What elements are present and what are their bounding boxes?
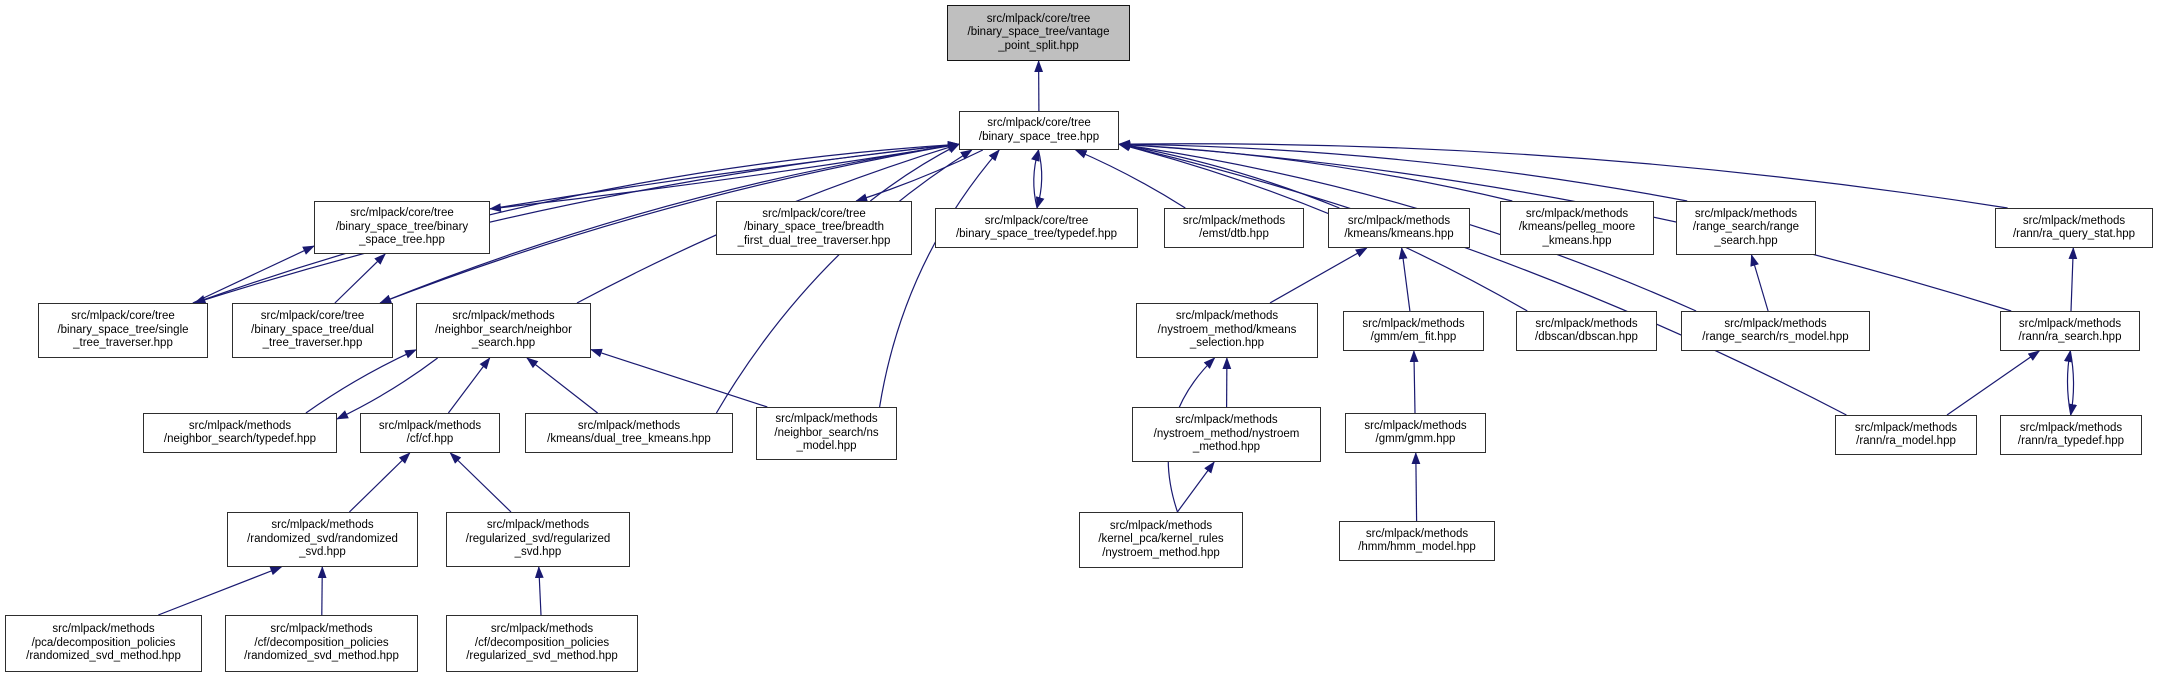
node-cf[interactable] — [360, 413, 500, 453]
node-kpca-nystroem[interactable] — [1079, 512, 1243, 568]
edge-gmm-to-em-fit — [1414, 351, 1415, 413]
node-label-line: /emst/dtb.hpp — [1199, 228, 1269, 240]
node-label-line: /rann/ra_query_stat.hpp — [2012, 228, 2136, 240]
node-label-line: _search.hpp — [1714, 234, 1778, 247]
node-label-line: src/mlpack/methods — [1182, 214, 1286, 227]
node-label-line: /binary_space_tree/breadth — [743, 221, 884, 234]
edge-ra-typedef-to-ra-search — [2067, 351, 2070, 415]
node-label-line: /kmeans/kmeans.hpp — [1344, 228, 1454, 240]
node-single[interactable] — [38, 303, 208, 358]
edge-ra-search-to-ra-typedef — [2070, 351, 2073, 415]
edge-kpca-nystroem-to-nystroem — [1177, 462, 1214, 512]
edge-dual-to-bst-bst — [335, 254, 385, 303]
node-em-fit[interactable] — [1343, 311, 1484, 351]
node-label-line: /binary_space_tree/vantage — [967, 26, 1110, 39]
edge-pca-rand-to-rand-svd — [158, 567, 281, 615]
node-label-line: _method.hpp — [1192, 441, 1261, 454]
node-neighbor[interactable] — [416, 303, 591, 358]
node-label-line: src/mlpack/core/tree — [762, 207, 866, 220]
node-dbscan[interactable] — [1516, 311, 1657, 351]
edge-kmeans-to-bst — [1119, 144, 1339, 208]
node-label-line: src/mlpack/core/tree — [260, 310, 365, 323]
node-label-line: /cf/cf.hpp — [406, 433, 454, 445]
node-label-line: src/mlpack/methods — [1347, 214, 1451, 227]
node-kmeans[interactable] — [1328, 208, 1470, 248]
node-label-line: src/mlpack/methods — [270, 623, 373, 636]
node-label-line: src/mlpack/methods — [2019, 421, 2123, 434]
node-label-line: _selection.hpp — [1189, 337, 1265, 350]
node-hmm-model[interactable] — [1339, 521, 1495, 561]
node-bst[interactable] — [959, 111, 1119, 150]
node-label-line: src/mlpack/methods — [1175, 310, 1279, 323]
node-label-line: src/mlpack/methods — [1854, 421, 1958, 434]
node-label-line: /rann/ra_typedef.hpp — [2017, 435, 2125, 447]
node-label-line: src/mlpack/methods — [775, 413, 878, 426]
node-label-line: src/mlpack/methods — [52, 623, 155, 636]
node-label-line: src/mlpack/methods — [2022, 214, 2126, 227]
node-ns-typedef[interactable] — [143, 413, 337, 453]
node-ns-model[interactable] — [756, 407, 897, 460]
node-label-line: /binary_space_tree/typedef.hpp — [955, 228, 1118, 240]
node-ra-model[interactable] — [1835, 415, 1977, 455]
node-dt-kmeans[interactable] — [525, 413, 733, 453]
node-label-line: /hmm/hmm_model.hpp — [1358, 541, 1476, 553]
node-pelleg[interactable] — [1500, 201, 1654, 255]
node-label-line: /range_search/range — [1692, 221, 1800, 234]
edge-cf-reg-to-reg-svd — [539, 567, 541, 615]
node-label-line: _svd.hpp — [299, 546, 346, 559]
edge-dt-kmeans-to-neighbor — [527, 358, 598, 413]
node-label-line: src/mlpack/methods — [1362, 317, 1465, 330]
node-label-line: src/mlpack/methods — [1109, 519, 1213, 532]
node-pca-rand[interactable] — [5, 615, 202, 672]
node-label-line: src/mlpack/methods — [378, 419, 482, 432]
node-label-line: _kmeans.hpp — [1542, 234, 1612, 247]
node-label-line: /nystroem_method/nystroem — [1153, 427, 1300, 440]
edge-dtb-to-bst — [1076, 150, 1186, 208]
node-cf-reg[interactable] — [446, 615, 638, 672]
node-dual[interactable] — [232, 303, 393, 358]
node-label-line: src/mlpack/methods — [486, 519, 590, 532]
node-nystroem[interactable] — [1132, 407, 1321, 462]
node-label-line: src/mlpack/methods — [452, 310, 555, 323]
edge-neighbor-to-ns-typedef — [337, 358, 438, 419]
node-label-line: src/mlpack/core/tree — [71, 310, 175, 323]
node-label-line: src/mlpack/methods — [490, 623, 594, 636]
node-label-line: /pca/decomposition_policies — [31, 636, 176, 649]
node-label-line: /kmeans/pelleg_moore — [1518, 221, 1636, 234]
node-gmm[interactable] — [1345, 413, 1486, 453]
node-label-line: /gmm/em_fit.hpp — [1370, 331, 1457, 343]
node-label-line: /binary_space_tree/binary — [335, 220, 469, 233]
node-breadth[interactable] — [716, 201, 912, 255]
node-label-line: src/mlpack/core/tree — [984, 214, 1089, 227]
edge-ns-typedef-to-neighbor — [306, 350, 416, 413]
node-label-line: /rann/ra_model.hpp — [1856, 435, 1956, 447]
node-label-line: src/mlpack/methods — [1365, 527, 1469, 540]
node-label-line: /regularized_svd/regularized — [465, 532, 611, 545]
node-label-line: _model.hpp — [796, 440, 857, 453]
node-label-line: /randomized_svd/randomized — [247, 532, 398, 545]
node-label-line: /binary_space_tree/dual — [251, 323, 374, 336]
edge-cf-rand-to-rand-svd — [322, 567, 323, 615]
node-label-line: src/mlpack/methods — [1694, 207, 1798, 220]
node-label-line: src/mlpack/methods — [271, 519, 374, 532]
node-label-line: _tree_traverser.hpp — [73, 337, 173, 350]
node-label-line: /randomized_svd_method.hpp — [244, 650, 399, 663]
node-bst-bst[interactable] — [314, 201, 490, 254]
node-label-line: src/mlpack/core/tree — [987, 117, 1091, 130]
edge-reg-svd-to-cf — [450, 453, 511, 512]
node-cf-rand[interactable] — [225, 615, 418, 672]
node-label-line: /neighbor_search/neighbor — [435, 323, 572, 336]
node-label-line: /range_search/rs_model.hpp — [1702, 331, 1849, 343]
edge-dt-kmeans-to-bst — [716, 150, 971, 413]
node-label-line: src/mlpack/methods — [1175, 414, 1278, 427]
edge-ra-search-to-ra-query-stat — [2071, 248, 2073, 311]
node-label-line: /nystroem_method.hpp — [1102, 546, 1220, 559]
node-label-line: src/mlpack/methods — [1364, 419, 1467, 432]
edge-cf-to-neighbor — [448, 358, 489, 413]
edge-range-search-to-bst — [1119, 144, 1687, 201]
node-rs-model[interactable] — [1681, 311, 1870, 351]
node-vantage[interactable] — [947, 5, 1130, 61]
edge-em-fit-to-kmeans — [1402, 248, 1410, 311]
node-label-line: /cf/decomposition_policies — [474, 636, 610, 649]
edge-bst-to-bst-typedef — [1037, 150, 1042, 208]
node-label-line: /kmeans/dual_tree_kmeans.hpp — [547, 433, 711, 445]
node-ra-search[interactable] — [2000, 311, 2140, 351]
node-label-line: /rann/ra_search.hpp — [2018, 331, 2122, 343]
node-label-line: src/mlpack/methods — [2018, 317, 2122, 330]
node-label-line: _space_tree.hpp — [359, 234, 445, 247]
node-label-line: /binary_space_tree/single — [57, 323, 189, 336]
node-label-line: _first_dual_tree_traverser.hpp — [737, 234, 891, 247]
node-ra-typedef[interactable] — [2000, 415, 2142, 455]
node-label-line: /gmm/gmm.hpp — [1375, 433, 1456, 445]
node-label-line: _search.hpp — [471, 337, 536, 350]
node-label-line: src/mlpack/methods — [1525, 207, 1629, 220]
node-label-line: _point_split.hpp — [998, 39, 1079, 52]
edge-kmeans-sel-to-kmeans — [1270, 248, 1367, 303]
node-rand-svd[interactable] — [227, 512, 418, 567]
edge-rand-svd-to-cf — [349, 453, 409, 512]
edge-bst-typedef-to-bst — [1034, 150, 1039, 208]
node-label-line: /nystroem_method/kmeans — [1157, 323, 1297, 336]
node-label-line: _svd.hpp — [514, 546, 562, 559]
node-label-line: /binary_space_tree.hpp — [978, 130, 1100, 143]
node-label-line: src/mlpack/core/tree — [986, 12, 1091, 25]
edge-ns-model-to-neighbor — [591, 350, 767, 407]
node-label-line: _tree_traverser.hpp — [262, 337, 363, 350]
node-label-line: /randomized_svd_method.hpp — [26, 650, 181, 663]
node-label-line: src/mlpack/core/tree — [350, 207, 454, 220]
node-ra-query-stat[interactable] — [1995, 208, 2153, 248]
node-label-line: src/mlpack/methods — [1724, 317, 1827, 330]
edge-ra-model-to-ra-search — [1947, 351, 2039, 415]
node-label-line: /dbscan/dbscan.hpp — [1535, 331, 1638, 343]
node-label-line: src/mlpack/methods — [188, 419, 292, 432]
edge-ns-model-to-bst — [880, 150, 1000, 407]
node-label-line: /cf/decomposition_policies — [254, 636, 389, 649]
edge-rs-model-to-range-search — [1752, 255, 1769, 311]
node-label-line: src/mlpack/methods — [1535, 317, 1638, 330]
node-label-line: /neighbor_search/typedef.hpp — [163, 433, 317, 445]
edge-single-to-bst-bst — [193, 246, 314, 303]
edge-ra-query-stat-to-bst — [1119, 144, 2008, 208]
node-reg-svd[interactable] — [446, 512, 630, 567]
node-label-line: /neighbor_search/ns — [774, 426, 879, 439]
node-dtb[interactable] — [1164, 208, 1304, 248]
node-label-line: /kernel_pca/kernel_rules — [1098, 533, 1224, 546]
node-label-line: /regularized_svd_method.hpp — [466, 650, 618, 663]
node-range-search[interactable] — [1676, 201, 1816, 255]
node-bst-typedef[interactable] — [935, 208, 1138, 248]
node-label-line: src/mlpack/methods — [577, 419, 681, 432]
edge-hmm-model-to-gmm — [1416, 453, 1417, 521]
node-kmeans-sel[interactable] — [1136, 303, 1318, 358]
